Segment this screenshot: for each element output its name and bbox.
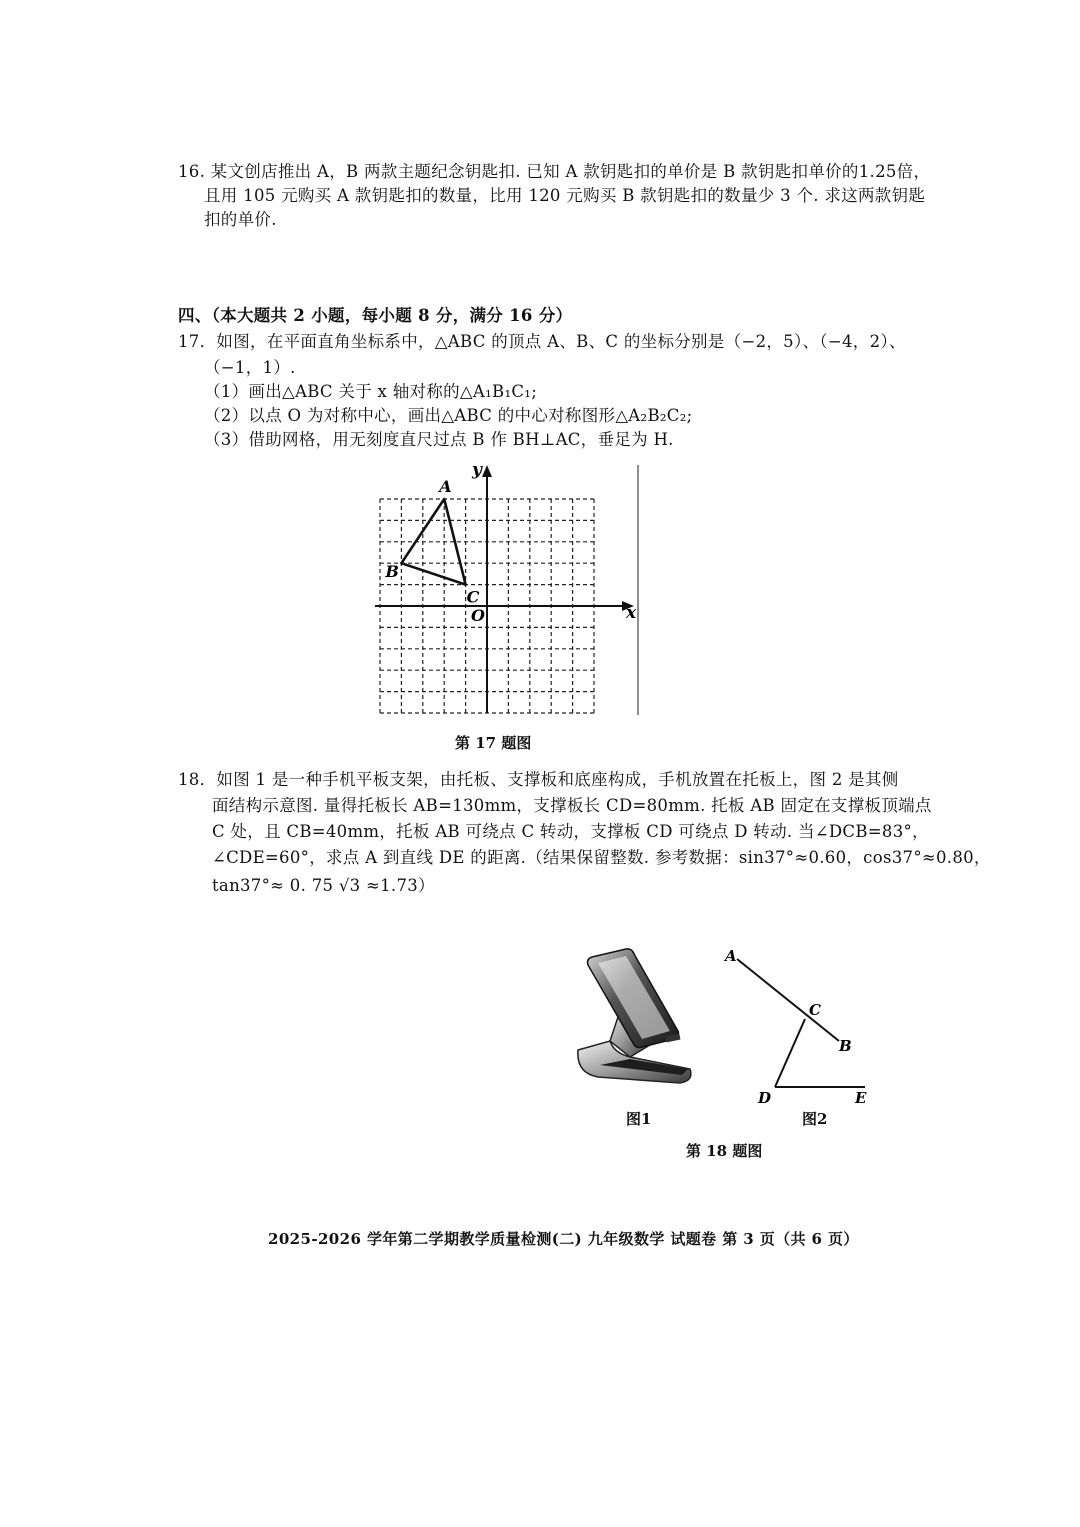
section-4-heading: 四、（本大题共 2 小题，每小题 8 分，满分 16 分）	[178, 306, 573, 325]
point-c-label: C	[466, 587, 480, 607]
q17-part-2: （2）以点 O 为对称中心，画出△ABC 的中心对称图形△A₂B₂C₂;	[204, 406, 693, 425]
q16-line-2: 且用 105 元购买 A 款钥匙扣的数量，比用 120 元购买 B 款钥匙扣的数量少 3 个. 求这两款钥匙	[204, 186, 926, 205]
y-axis-arrow	[482, 465, 492, 477]
point-a-label: A	[439, 477, 452, 496]
figure-1-caption: 图1	[626, 1110, 652, 1128]
q17-line-2: （−1，1）.	[204, 358, 296, 377]
q17-line-1: 17．如图，在平面直角坐标系中，△ABC 的顶点 A、B、C 的坐标分别是（−2，5）、（−4，2）、	[178, 332, 906, 351]
q17-part-1: （1）画出△ABC 关于 x 轴对称的△A₁B₁C₁;	[204, 382, 538, 401]
figure-2-caption: 图2	[802, 1110, 828, 1128]
q18-line-2: 面结构示意图. 量得托板长 AB=130mm，支撑板长 CD=80mm. 托板 AB 固定在支撑板顶端点	[212, 796, 932, 815]
q16-line-1: 16. 某文创店推出 A，B 两款主题纪念钥匙扣. 已知 A 款钥匙扣的单价是 B 款钥匙扣单价的1.25倍，	[178, 162, 931, 181]
q16-line-3: 扣的单价.	[204, 210, 277, 229]
q17-figure	[360, 455, 660, 725]
q18-figure-caption: 第 18 题图	[686, 1142, 763, 1160]
page-footer: 2025-2026 学年第二学期教学质量检测(二) 九年级数学 试题卷 第 3 页（共 6 页）	[268, 1230, 859, 1248]
q17-part-3: （3）借助网格，用无刻度直尺过点 B 作 BH⊥AC，垂足为 H.	[204, 430, 674, 449]
q17-figure-caption: 第 17 题图	[455, 734, 532, 752]
segment-ab	[737, 959, 839, 1041]
segment-dc	[775, 1019, 805, 1087]
label-b: B	[839, 1037, 852, 1055]
origin-label: O	[471, 606, 485, 625]
q18-line-1: 18．如图 1 是一种手机平板支架，由托板、支撑板和底座构成，手机放置在托板上，图 2 是其侧	[178, 770, 899, 789]
y-axis-label: y	[472, 460, 482, 480]
label-a: A	[725, 947, 737, 965]
point-b-label: B	[385, 562, 399, 582]
phone-stand-illustration	[570, 945, 700, 1105]
label-e: E	[855, 1089, 867, 1107]
label-c: C	[809, 1001, 821, 1019]
q18-line-3: C 处，且 CB=40mm，托板 AB 可绕点 C 转动，支撑板 CD 可绕点 D 转动. 当∠DCB=83°，	[212, 822, 929, 841]
q18-figure-2	[715, 945, 885, 1110]
q18-line-5: tan37°≈ 0. 75 √3 ≈1.73）	[212, 876, 435, 895]
x-axis-label: x	[626, 603, 637, 623]
q18-line-4: ∠CDE=60°，求点 A 到直线 DE 的距离.（结果保留整数. 参考数据：sin37°≈0.60，cos37°≈0.80，	[212, 848, 991, 867]
label-d: D	[758, 1089, 772, 1107]
